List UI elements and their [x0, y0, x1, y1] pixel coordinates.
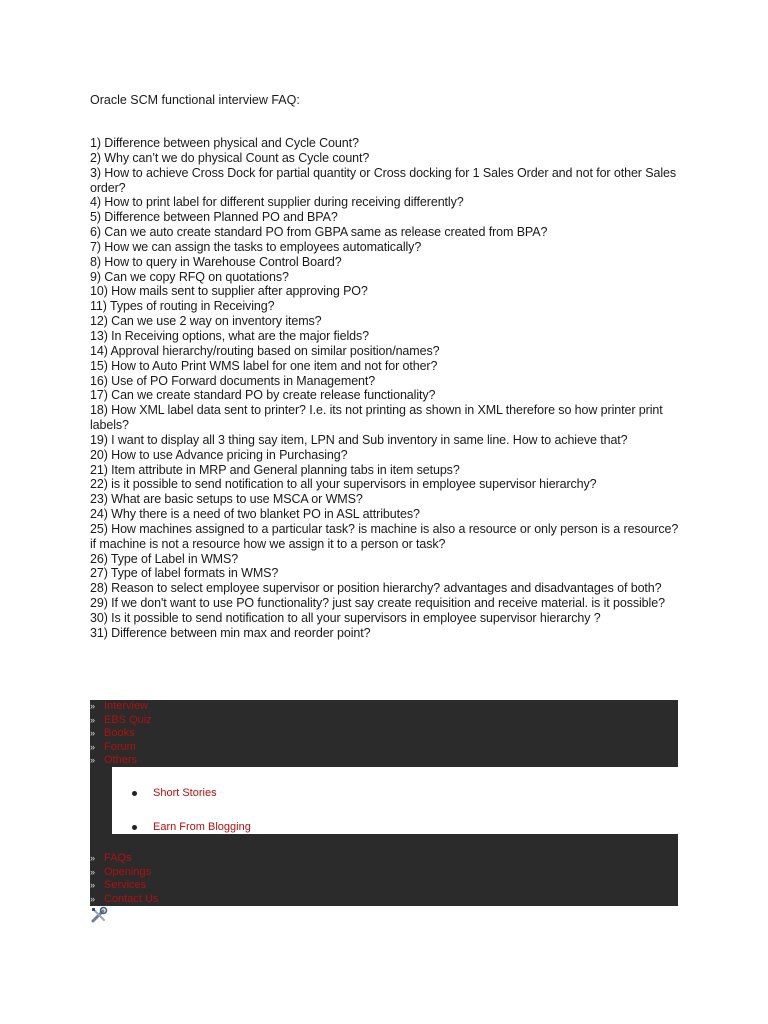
faq-question: 9) Can we copy RFQ on quotations? — [90, 269, 289, 284]
nav-bullet-icon: » — [90, 880, 96, 890]
faq-question: 13) In Receiving options, what are the major fields? — [90, 328, 369, 343]
nav-item-ebs-quiz[interactable] — [90, 714, 152, 728]
bullet-icon — [132, 791, 137, 796]
bullet-icon — [132, 825, 137, 830]
faq-question: 7) How we can assign the tasks to employees automatically? — [90, 239, 422, 254]
faq-question: 10) How mails sent to supplier after approving PO? — [90, 284, 368, 299]
submenu-panel — [112, 767, 678, 834]
faq-question: 3) How to achieve Cross Dock for partial quantity or Cross docking for 1 Sales Order and not for other Sales order? — [90, 165, 677, 195]
faq-question: 17) Can we create standard PO by create release functionality? — [90, 388, 436, 403]
nav-link[interactable]: FAQs — [104, 852, 132, 864]
faq-question: 2) Why can’t we do physical Count as Cycle count? — [90, 150, 370, 165]
faq-question: 1) Difference between physical and Cycle Count? — [90, 136, 359, 150]
faq-question: 25) How machines assigned to a particular task? is machine is also a resource or only person is a resource? if machine is not a resource how we assign it to a person or task? — [90, 521, 679, 551]
faq-question: 8) How to query in Warehouse Control Board? — [90, 254, 342, 269]
nav-link[interactable]: Forum — [104, 740, 136, 753]
faq-question: 28) Reason to select employee supervisor or position hierarchy? advantages and disadvantages of both? — [90, 581, 662, 596]
nav-bullet-icon: » — [90, 755, 96, 765]
faq-question: 31) Difference between min max and reorder point? — [90, 625, 371, 640]
faq-question: 18) How XML label data sent to printer? I.e. its not printing as shown in XML therefore so how printer print labels? — [90, 403, 663, 433]
faq-question: 19) I want to display all 3 thing say item, LPN and Sub inventory in same line. How to achieve that? — [90, 432, 628, 447]
nav-item-openings[interactable] — [90, 866, 151, 880]
faq-question: 20) How to use Advance pricing in Purchasing? — [90, 447, 348, 462]
faq-question: 27) Type of label formats in WMS? — [90, 566, 279, 581]
faq-question: 4) How to print label for different supplier during receiving differently? — [90, 195, 464, 210]
nav-item-services[interactable] — [90, 879, 146, 893]
nav-link[interactable]: Contact Us — [104, 892, 159, 905]
submenu-link[interactable]: Earn From Blogging — [153, 821, 251, 833]
faq-question: 11) Types of routing in Receiving? — [90, 299, 275, 314]
nav-link[interactable]: Services — [104, 879, 147, 891]
nav-item-contact-us[interactable] — [90, 893, 158, 907]
faq-question: 16) Use of PO Forward documents in Management? — [90, 373, 376, 388]
faq-question: 30) Is it possible to send notification to all your supervisors in employee supervisor hierarchy ? — [90, 611, 601, 625]
nav-bullet-icon: » — [90, 728, 96, 738]
faq-question: 21) Item attribute in MRP and General planning tabs in item setups? — [90, 462, 460, 477]
faq-list — [90, 136, 680, 641]
page-title: Oracle SCM functional interview FAQ: — [90, 93, 300, 107]
submenu-item-earn-from-blogging[interactable] — [132, 821, 251, 834]
nav-bullet-icon: » — [90, 866, 96, 877]
nav-link[interactable]: Others — [104, 754, 138, 766]
faq-question: 12) Can we use 2 way on inventory items? — [90, 314, 322, 329]
faq-question: 24) Why there is a need of two blanket PO in ASL attributes? — [90, 507, 420, 522]
nav-item-interview[interactable] — [90, 700, 148, 714]
nav-bullet-icon: » — [90, 741, 96, 752]
submenu-link[interactable]: Short Stories — [153, 787, 217, 799]
nav-bullet-icon: » — [90, 701, 96, 711]
faq-question: 15) How to Auto Print WMS label for one item and not for other? — [90, 358, 438, 373]
nav-link[interactable]: Openings — [104, 865, 152, 878]
faq-question: 5) Difference between Planned PO and BPA? — [90, 210, 338, 225]
nav-item-books[interactable] — [90, 727, 135, 741]
nav-item-others[interactable] — [90, 754, 137, 768]
nav-link[interactable]: EBS Quiz — [104, 713, 152, 726]
faq-question: 6) Can we auto create standard PO from GBPA same as release created from BPA? — [90, 225, 548, 240]
faq-question: 26) Type of Label in WMS? — [90, 551, 239, 566]
nav-link[interactable]: Interview — [104, 700, 149, 712]
tools-icon[interactable] — [90, 906, 108, 924]
nav-bullet-icon: » — [90, 893, 96, 904]
nav-item-faqs[interactable] — [90, 852, 132, 866]
faq-question: 29) If we don't want to use PO functionality? just say create requisition and receive material. is it possible? — [90, 596, 665, 611]
submenu-item-short-stories[interactable] — [132, 787, 217, 800]
nav-bullet-icon: » — [90, 853, 96, 863]
faq-question: 23) What are basic setups to use MSCA or WMS? — [90, 492, 363, 507]
faq-question: 14) Approval hierarchy/routing based on similar position/names? — [90, 343, 440, 358]
faq-question: 22) is it possible to send notification to all your supervisors in employee supervisor hierarchy? — [90, 477, 597, 492]
nav-item-forum[interactable] — [90, 741, 136, 755]
nav-link[interactable]: Books — [104, 727, 135, 739]
site-nav — [90, 700, 678, 906]
nav-bullet-icon: » — [90, 714, 96, 725]
